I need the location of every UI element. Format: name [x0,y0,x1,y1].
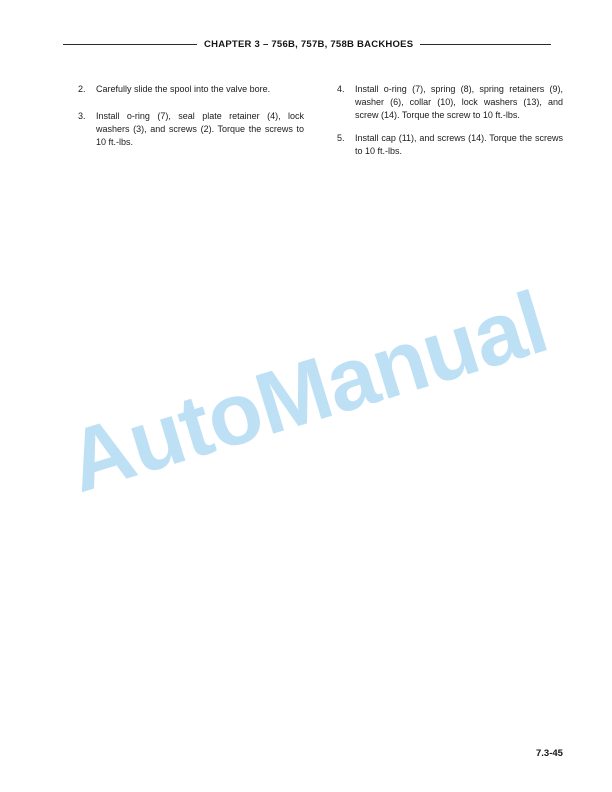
instruction-text: Install cap (11), and screws (14). Torque the screws to 10 ft.-lbs. [355,133,563,156]
page-number: 7.3-45 [536,748,563,759]
instruction-text: Install o-ring (7), seal plate retainer (4), lock washers (3), and screws (2). Torque the screws to 10 ft.-lbs. [96,111,304,147]
instruction-item [78,110,304,149]
instruction-number: 2. [78,84,86,94]
chapter-title: CHAPTER 3 – 756B, 757B, 758B BACKHOES [204,39,414,50]
header-rule-right [420,44,551,45]
instructions-column-left [78,83,304,163]
instruction-text: Install o-ring (7), spring (8), spring retainers (9), washer (6), collar (10), lock washers (13), and screw (14). Torque the screw to 10 ft.-lbs. [355,84,563,120]
watermark: AutoManual [56,272,558,512]
instruction-text: Carefully slide the spool into the valve bore. [96,84,271,94]
header-rule-left [63,44,197,45]
instruction-item [78,83,304,96]
instruction-item [337,132,563,158]
instruction-number: 5. [337,133,345,143]
instruction-number: 3. [78,111,86,121]
instructions-column-right [337,83,563,168]
chapter-header [63,39,551,50]
instruction-item [337,83,563,122]
instruction-number: 4. [337,84,345,94]
